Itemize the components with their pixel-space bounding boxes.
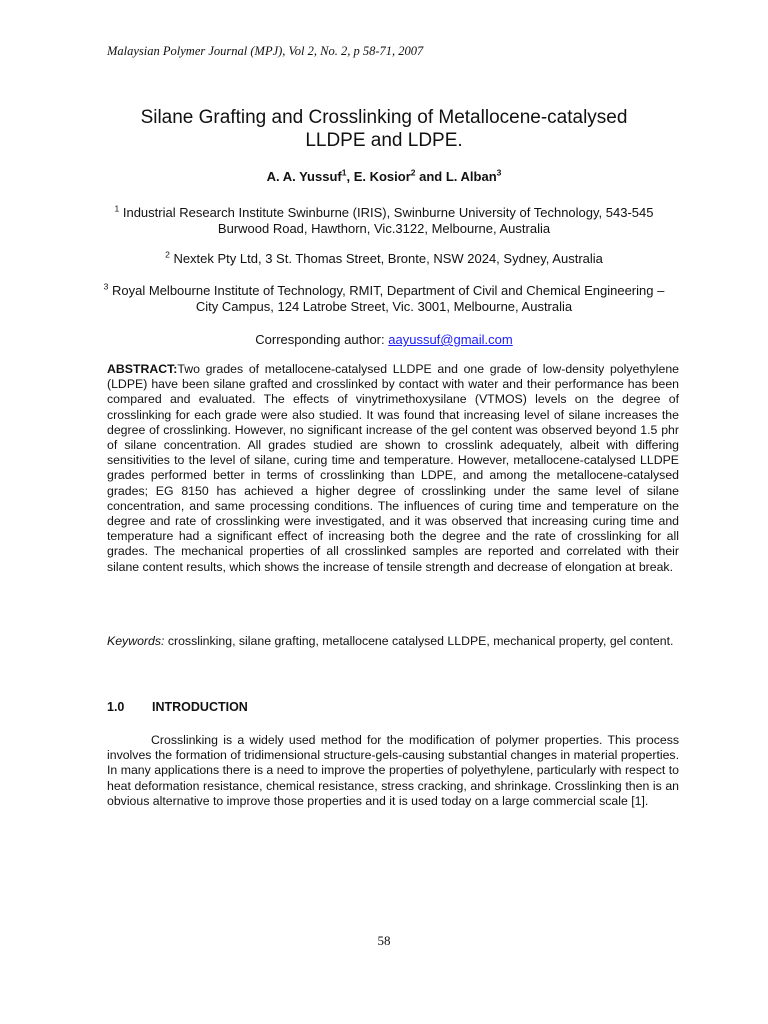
intro-paragraph: Crosslinking is a widely used method for the modification of polymer properties. This process involves the formation of tridimensional structure-gels-causing substantial changes in material properties. In many applications there is a need to improve the properties of polyethylene, particularly with respect to heat deformation resistance, chemical resistance, stress cracking, and shrinkage. Crosslinking then is an obvious alternative to improve those properties and it is used today on a large commercial scale [1]. xyxy=(107,733,679,808)
page-number: 58 xyxy=(377,933,391,948)
keywords-text: crosslinking, silane grafting, metallocene catalysed LLDPE, mechanical property, gel content. xyxy=(164,634,674,648)
corresponding-author-label: Corresponding author: xyxy=(255,332,389,347)
author-list xyxy=(0,169,768,184)
affiliation-mark: 2 xyxy=(165,249,170,260)
section-title: INTRODUCTION xyxy=(152,700,248,714)
corresponding-author xyxy=(0,332,768,347)
author-2: E. Kosior xyxy=(353,169,411,184)
running-head: Malaysian Polymer Journal (MPJ), Vol 2, No. 2, p 58-71, 2007 xyxy=(107,44,424,58)
affiliation-text: Royal Melbourne Institute of Technology, RMIT, Department of Civil and Chemical Engineering – City Campus, 124 Latrobe Street, Vic. 3001, Melbourne, Australia xyxy=(108,283,665,314)
author-1-affiliation-mark: 1 xyxy=(341,167,347,178)
keywords xyxy=(107,634,679,649)
author-separator: and xyxy=(415,169,446,184)
abstract-label: ABSTRACT: xyxy=(107,362,178,376)
affiliation-2 xyxy=(100,251,668,267)
title-line-1: Silane Grafting and Crosslinking of Metallocene-catalysed xyxy=(140,107,628,128)
title-line-2: LLDPE and LDPE. xyxy=(305,130,463,151)
section-heading xyxy=(107,700,248,714)
corresponding-email-link[interactable]: aayussuf@gmail.com xyxy=(388,332,513,347)
keywords-label: Keywords: xyxy=(107,634,165,648)
author-3-affiliation-mark: 3 xyxy=(496,167,502,178)
author-separator: , xyxy=(346,169,354,184)
affiliation-mark: 1 xyxy=(114,203,120,214)
affiliation-mark: 3 xyxy=(103,281,109,292)
author-1: A. A. Yussuf xyxy=(266,169,342,184)
affiliation-text: Nextek Pty Ltd, 3 St. Thomas Street, Bronte, NSW 2024, Sydney, Australia xyxy=(169,251,603,266)
affiliation-1 xyxy=(100,205,668,237)
affiliation-3 xyxy=(100,283,668,315)
section-number: 1.0 xyxy=(107,700,125,714)
author-2-affiliation-mark: 2 xyxy=(410,167,416,178)
author-3: L. Alban xyxy=(445,169,497,184)
abstract xyxy=(107,362,679,575)
abstract-text: Two grades of metallocene-catalysed LLDPE and one grade of low-density polyethylene (LDPE) have been silane grafted and crosslinked by contact with water and their performance has been compared and evaluated. The effects of vinytrimethoxysilane (VTMOS) levels on the degree of crosslinking for each grade were also studied. It was found that increasing level of silane increases the degree of crosslinking. However, no significant increase of the gel content was observed beyond 1.5 phr of silane concentration. All grades studied are shown to crosslink adequately, albeit with differing sensitivities to the level of silane, curing time and temperature. However, metallocene-catalysed LLDPE grades performed better in terms of crosslinking than LDPE, and among the metallocene-catalysed grades; EG 8150 has achieved a higher degree of crosslinking under the same level of silane concentration, and same processing conditions. The influences of curing time and temperature on the degree and rate of crosslinking were investigated, and it was observed that increasing curing time and temperature had a significant effect of increasing both the degree and the rate of crosslinking for all grades. The mechanical properties of all crosslinked samples are reported and correlated with their silane content results, which shows the increase of tensile strength and decrease of elongation at break. xyxy=(107,362,679,574)
paper-title xyxy=(60,106,708,152)
affiliation-text: Industrial Research Institute Swinburne (IRIS), Swinburne University of Technology, 543-545 Burwood Road, Hawthorn, Vic.3122, Melbourne, Australia xyxy=(119,205,654,236)
